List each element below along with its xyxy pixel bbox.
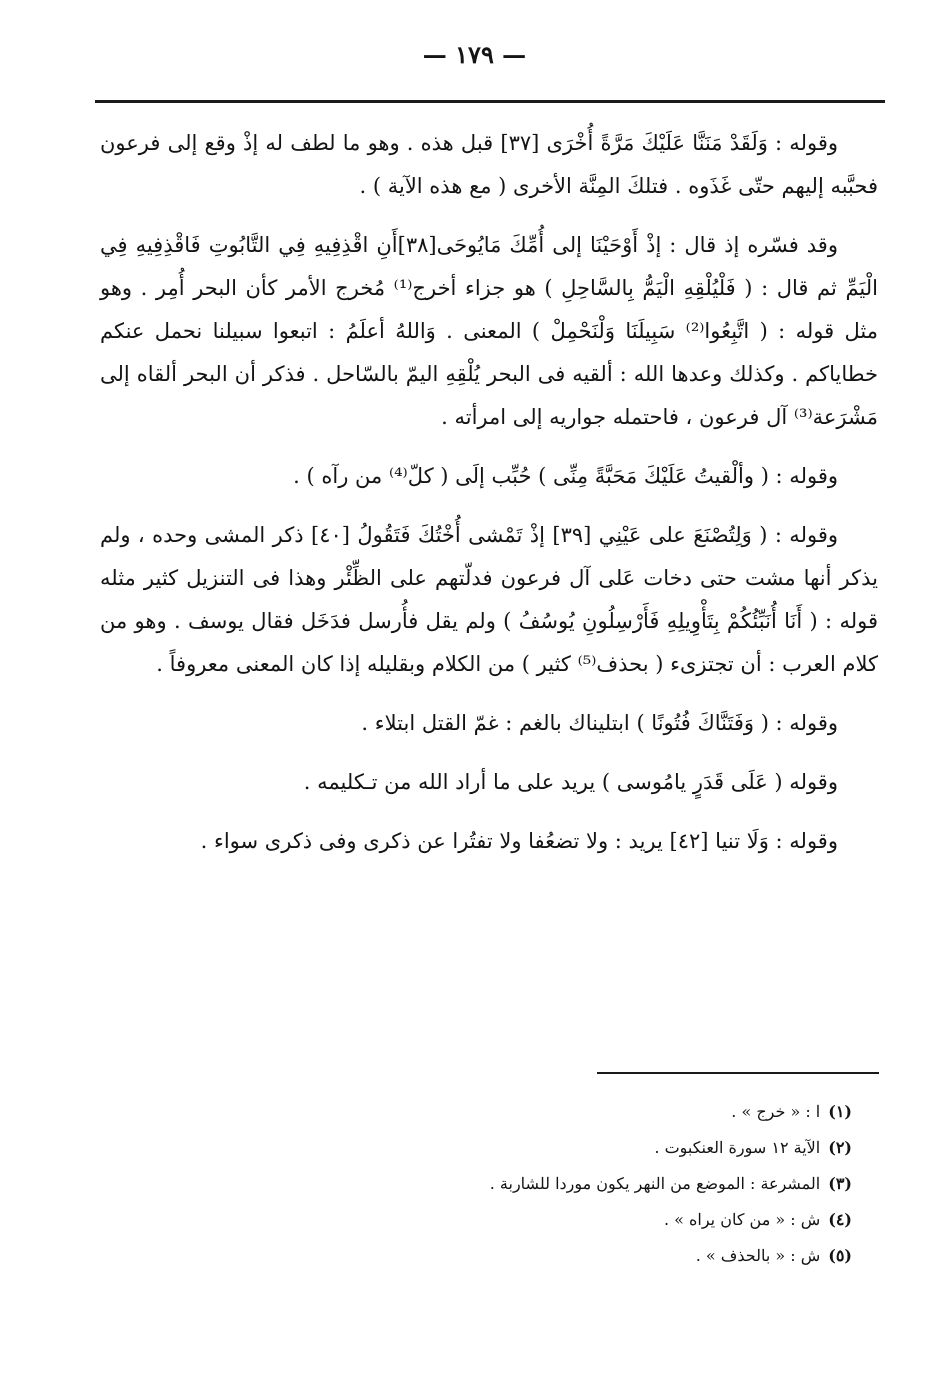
paragraph: وقوله : ( وَفَتَنَّاكَ فُتُونًا ) ابتليناك بالغم : غمّ القتل ابتلاء . — [361, 711, 838, 735]
footnote-text: ش : « بالحذف » . — [695, 1246, 821, 1265]
footnote — [252, 1130, 852, 1166]
footnote-text: ش : « من كان يراه » . — [663, 1210, 821, 1229]
footnote — [252, 1238, 852, 1274]
footnote-number: (١) — [828, 1102, 852, 1121]
footnotes — [252, 1094, 852, 1274]
paragraph: وقوله : وَلَا تنيا [٤٢] يريد : ولا تضعُفا ولا تفتُرا عن ذكرى وفى ذكرى سواء . — [200, 829, 838, 853]
footnote — [252, 1166, 852, 1202]
page-number: — ١٧٩ — — [422, 40, 527, 69]
footnote-text: ا : « خرج » . — [731, 1102, 821, 1121]
paragraph: وقد فسّره إذ قال : إذْ أَوْحَيْنَا إلى أُمِّكَ مَايُوحَى[٣٨]أَنِ اقْذِفِيهِ فِي التَّابُوتِ فَاقْذِفِيهِ فِي الْيَمِّ ثم قال : ( فَلْيُلْقِهِ الْيَمُّ بِالسَّاحِلِ ) هو جزاء أخرج⁽¹⁾ مُخرج الأمر كأن البحر أُمِر . وهو مثل قوله : ( اتَّبِعُوا⁽²⁾ سَبِيلَنَا وَلْنَحْمِلْ ) المعنى . وَاللهُ أعلَمُ : اتبعوا سبيلنا نحمل عنكم خطاياكم . وكذلك وعدها الله : ألقيه فى البحر يُلْقِهِ اليمّ بالسّاحل . فذكر أن البحر ألقاه إلى مَشْرَعة⁽³⁾ آل فرعون ، فاحتمله جواريه إلى امرأته . — [100, 233, 878, 429]
footnote-number: (٣) — [828, 1174, 852, 1193]
header-rule — [95, 100, 885, 103]
paragraph: وقوله ( عَلَى قَدَرٍ يامُوسى ) يريد على ما أراد الله من تـكليمه . — [303, 770, 838, 794]
paragraph: وقوله : ( وألْقيتُ عَلَيْكَ مَحَبَّةً مِنِّى ) حُبِّب إلَى ( كلّ⁽⁴⁾ من رآه ) . — [293, 464, 838, 488]
footnote-text: المشرعة : الموضع من النهر يكون موردا للشاربة . — [489, 1174, 821, 1193]
footnote-number: (٤) — [828, 1210, 852, 1229]
paragraph: وقوله : ( وَلِتُصْنَعَ على عَيْنِي [٣٩] إذْ تَمْشى أُخْتُكَ فَتَقُولُ [٤٠] ذكر المشى وحده ، ولم يذكر أنها مشت حتى دخات عَلى آل فرعون فدلّتهم على الظِّئْر وهذا فى التنزيل كثير مثله قوله : ( أَنَا أُنَبِّئُكُمْ بِتَأْوِيلِهِ فَأَرْسِلُونِ يُوسُفُ ) ولم يقل فأُرسل فدَخَل فقال يوسف . وهو من كلام العرب : أن تجتزىء ( بحذف⁽⁵⁾ كثير ) من الكلام وبقليله إذا كان المعنى معروفاً . — [100, 523, 878, 676]
footnote-number: (٢) — [828, 1138, 852, 1157]
footnote — [252, 1202, 852, 1238]
main-text — [100, 122, 878, 863]
footnote — [252, 1094, 852, 1130]
footnote-number: (٥) — [828, 1246, 852, 1265]
footnote-rule — [597, 1072, 879, 1074]
footnote-text: الآية ١٢ سورة العنكبوت . — [654, 1138, 821, 1157]
paragraph: وقوله : وَلَقَدْ مَنَنَّا عَلَيْكَ مَرَّةً أُخْرَى [٣٧] قبل هذه . وهو ما لطف له إذْ وقع إلى فرعون فحبَّبه إليهم حتّى غَذَوه . فتلكَ المِنَّة الأخرى ( مع هذه الآية ) . — [100, 131, 878, 198]
